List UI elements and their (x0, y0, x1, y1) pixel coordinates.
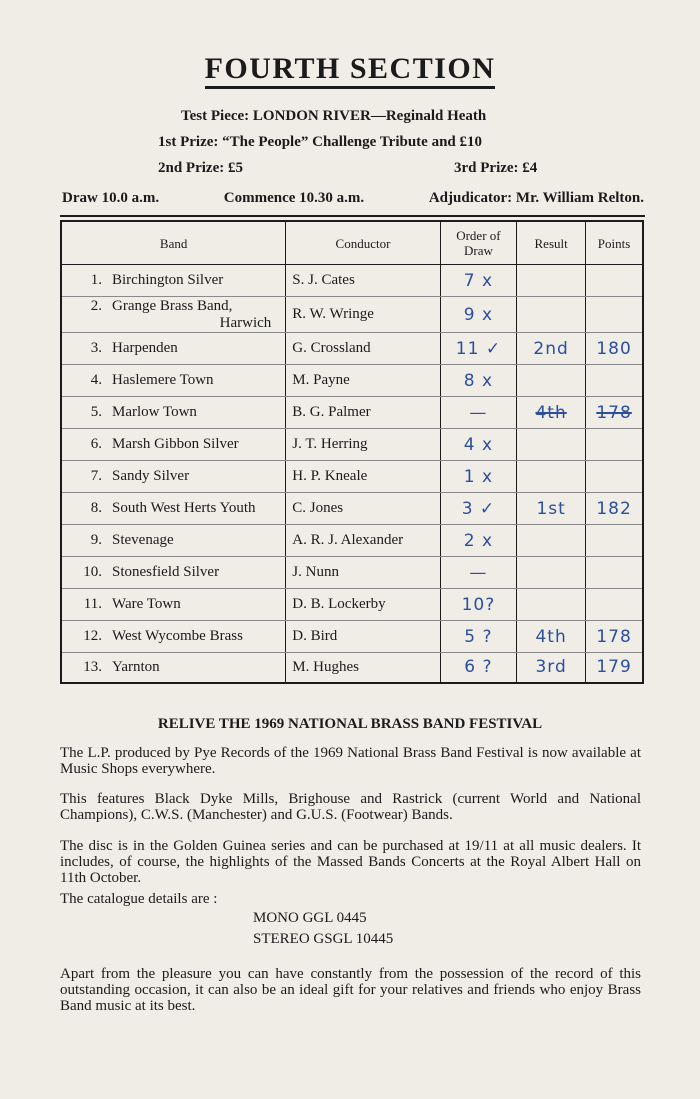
order-of-draw-cell: 5 ? (440, 621, 516, 653)
band-number: 1. (90, 272, 102, 288)
conductor-cell: M. Hughes (286, 653, 440, 683)
header-result: Result (517, 221, 586, 265)
header-order: Order of Draw (440, 221, 516, 265)
order-of-draw-cell: — (440, 397, 516, 429)
order-of-draw-cell: 9 x (440, 297, 516, 333)
order-of-draw-cell: 6 ? (440, 653, 516, 683)
conductor-cell: A. R. J. Alexander (286, 525, 440, 557)
points-cell (586, 557, 643, 589)
table-row (61, 653, 643, 683)
order-of-draw-cell: 8 x (440, 365, 516, 397)
table-row (61, 493, 643, 525)
table-row (61, 621, 643, 653)
band-cell (61, 397, 286, 429)
band-number: 2. (90, 297, 102, 314)
band-number: 8. (90, 500, 102, 516)
band-number: 9. (90, 532, 102, 548)
table-row (61, 365, 643, 397)
band-cell (61, 265, 286, 297)
band-cell (61, 493, 286, 525)
band-cell (61, 365, 286, 397)
result-cell (517, 297, 586, 333)
points-cell (586, 365, 643, 397)
conductor-cell: H. P. Kneale (286, 461, 440, 493)
advert-paragraph-1: The L.P. produced by Pye Records of the 1969 National Brass Band Festival is now available at Music Shops everywhere. (60, 745, 641, 777)
points-cell: 180 (586, 333, 643, 365)
points-cell: 179 (586, 653, 643, 683)
result-cell (517, 557, 586, 589)
conductor-cell: G. Crossland (286, 333, 440, 365)
order-of-draw-cell: 10? (440, 589, 516, 621)
third-prize: 3rd Prize: £4 (454, 160, 538, 176)
band-number: 4. (90, 372, 102, 388)
band-cell (61, 621, 286, 653)
conductor-cell: D. Bird (286, 621, 440, 653)
band-number: 7. (90, 468, 102, 484)
band-name: Haslemere Town (112, 372, 214, 388)
band-cell (61, 525, 286, 557)
result-cell: 2nd (517, 333, 586, 365)
band-cell (61, 297, 286, 333)
advert-paragraph-4: The catalogue details are : (60, 891, 218, 907)
conductor-cell: R. W. Wringe (286, 297, 440, 333)
points-cell (586, 429, 643, 461)
result-cell (517, 461, 586, 493)
band-number: 11. (83, 596, 102, 612)
table-row (61, 397, 643, 429)
conductor-cell: J. Nunn (286, 557, 440, 589)
table-row (61, 557, 643, 589)
points-cell: 178 (586, 621, 643, 653)
band-name: Stevenage (112, 532, 174, 548)
band-name: Ware Town (112, 596, 181, 612)
table-row (61, 265, 643, 297)
table-row (61, 429, 643, 461)
advert-paragraph-3: The disc is in the Golden Guinea series and can be purchased at 19/11 at all music dealers. It includes, of course, the highlights of the Massed Bands Concerts at the Royal Albert Hall on 11th October. (60, 838, 641, 886)
order-of-draw-cell: 2 x (440, 525, 516, 557)
band-cell (61, 429, 286, 461)
table-row (61, 589, 643, 621)
test-piece: Test Piece: LONDON RIVER—Reginald Heath (181, 108, 487, 124)
band-name-line2: Harwich (219, 314, 272, 331)
band-cell (61, 333, 286, 365)
result-cell (517, 365, 586, 397)
table-row (61, 333, 643, 365)
result-cell (517, 429, 586, 461)
points-cell (586, 461, 643, 493)
band-name: West Wycombe Brass (112, 628, 243, 644)
header-band: Band (61, 221, 286, 265)
band-name: South West Herts Youth (112, 500, 256, 516)
conductor-cell: S. J. Cates (286, 265, 440, 297)
conductor-cell: M. Payne (286, 365, 440, 397)
points-cell: 178 (586, 397, 643, 429)
section-title: FOURTH SECTION (0, 52, 700, 86)
band-name: Sandy Silver (112, 468, 190, 484)
order-of-draw-cell: 1 x (440, 461, 516, 493)
result-cell: 4th (517, 621, 586, 653)
first-prize: 1st Prize: “The People” Challenge Tribute and £10 (158, 134, 483, 150)
band-name: Marlow Town (112, 404, 197, 420)
catalogue-mono: MONO GGL 0445 (253, 910, 367, 926)
advert-paragraph-5: Apart from the pleasure you can have constantly from the possession of the record of this outstanding occasion, it can also be an ideal gift for your relatives and friends who enjoy Brass Band music at its best. (60, 966, 641, 1014)
advert-paragraph-2: This features Black Dyke Mills, Brighouse and Rastrick (current World and National Champions), C.W.S. (Manchester) and G.U.S. (Footwear) Bands. (60, 791, 641, 823)
divider (60, 215, 645, 217)
result-cell (517, 525, 586, 557)
result-cell (517, 589, 586, 621)
order-of-draw-cell: 11 ✓ (440, 333, 516, 365)
points-cell (586, 525, 643, 557)
band-name: Yarnton (112, 658, 160, 675)
result-cell: 4th (517, 397, 586, 429)
second-prize: 2nd Prize: £5 (158, 160, 243, 176)
band-name: Harpenden (112, 340, 178, 356)
results-table (60, 220, 644, 684)
points-cell: 182 (586, 493, 643, 525)
band-name: Stonesfield Silver (112, 564, 220, 580)
points-cell (586, 265, 643, 297)
band-cell (61, 589, 286, 621)
conductor-cell: C. Jones (286, 493, 440, 525)
result-cell: 1st (517, 493, 586, 525)
order-of-draw-cell: 7 x (440, 265, 516, 297)
band-name: Grange Brass Band, Harwich (112, 298, 279, 332)
result-cell (517, 265, 586, 297)
points-cell (586, 297, 643, 333)
adjudicator: Adjudicator: Mr. William Relton. (428, 190, 644, 206)
conductor-cell: J. T. Herring (286, 429, 440, 461)
band-cell (61, 461, 286, 493)
band-name: Marsh Gibbon Silver (112, 436, 239, 452)
band-cell (61, 557, 286, 589)
band-number: 10. (83, 564, 102, 580)
draw-time: Draw 10.0 a.m. (62, 190, 160, 206)
header-conductor: Conductor (286, 221, 440, 265)
catalogue-stereo: STEREO GSGL 10445 (253, 931, 394, 947)
table-row (61, 297, 643, 333)
commence-time: Commence 10.30 a.m. (223, 190, 365, 206)
band-number: 5. (90, 404, 102, 420)
advert-title: RELIVE THE 1969 NATIONAL BRASS BAND FESTIVAL (157, 716, 543, 732)
order-of-draw-cell: 4 x (440, 429, 516, 461)
points-cell (586, 589, 643, 621)
order-of-draw-cell: 3 ✓ (440, 493, 516, 525)
band-cell (61, 653, 286, 683)
table-row (61, 525, 643, 557)
band-number: 13. (83, 658, 102, 675)
table-header-row (61, 221, 643, 265)
conductor-cell: B. G. Palmer (286, 397, 440, 429)
header-points: Points (586, 221, 643, 265)
band-number: 6. (90, 436, 102, 452)
band-number: 12. (83, 628, 102, 644)
schedule-line (62, 190, 644, 207)
table-row (61, 461, 643, 493)
order-of-draw-cell: — (440, 557, 516, 589)
result-cell: 3rd (517, 653, 586, 683)
conductor-cell: D. B. Lockerby (286, 589, 440, 621)
band-name: Birchington Silver (112, 272, 224, 288)
band-number: 3. (90, 340, 102, 356)
